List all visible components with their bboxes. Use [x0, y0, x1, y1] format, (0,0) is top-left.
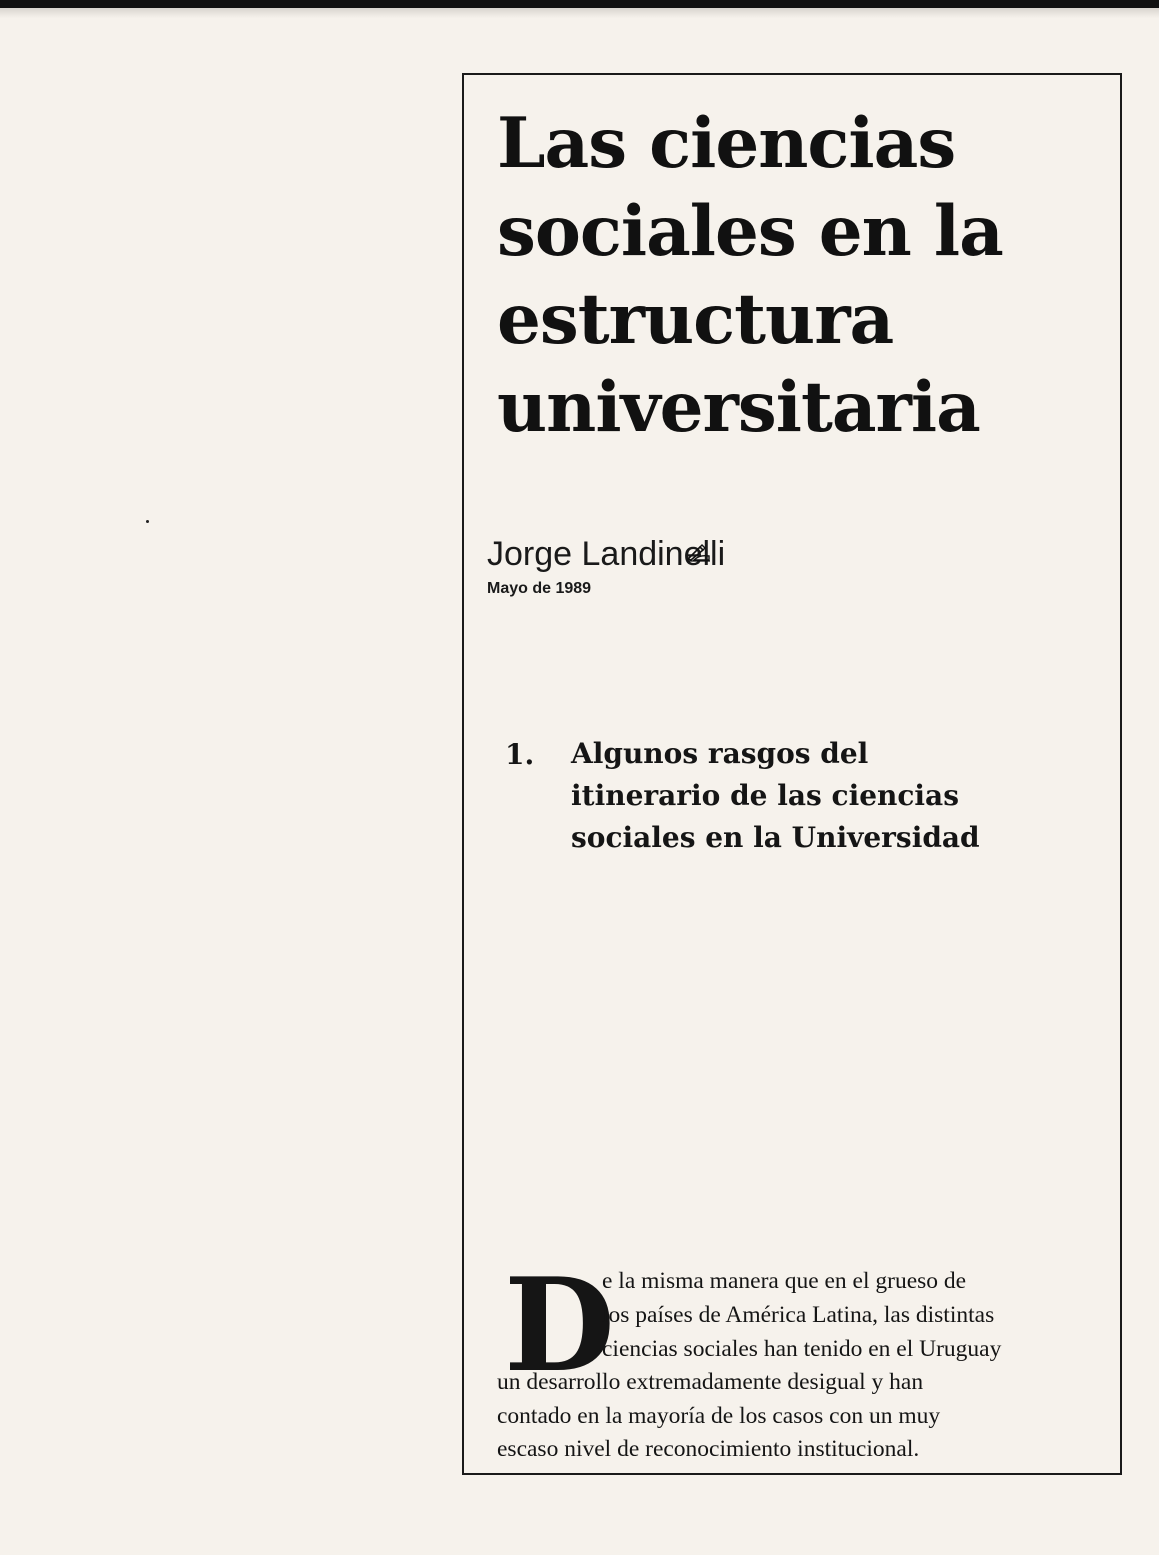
section-heading — [571, 733, 980, 859]
section-number: 1. — [505, 738, 535, 771]
title-line: Las ciencias — [497, 103, 956, 184]
article-title — [497, 100, 1003, 452]
lead-paragraph-line: ciencias sociales han tenido en el Uruguay — [602, 1336, 1002, 1362]
lead-paragraph-line: e la misma manera que en el grueso de — [602, 1268, 967, 1294]
title-line: universitaria — [497, 367, 980, 448]
title-line: sociales en la — [497, 191, 1003, 272]
stray-dot — [146, 520, 149, 523]
page-top-shadow — [0, 8, 1159, 18]
author-name: Jorge Landinelli — [487, 535, 726, 573]
title-line: estructura — [497, 279, 894, 360]
section-heading-line: Algunos rasgos del — [571, 737, 869, 770]
section-heading-line: sociales en la Universidad — [571, 821, 980, 854]
pen-hand-icon — [686, 542, 712, 562]
section-heading-line: itinerario de las ciencias — [571, 779, 959, 812]
lead-paragraph-line: un desarrollo extremadamente desigual y han — [497, 1369, 924, 1395]
lead-paragraph-line: escaso nivel de reconocimiento institucional. — [497, 1436, 920, 1462]
lead-paragraph-line: los países de América Latina, las distintas — [602, 1302, 995, 1328]
drop-cap: D — [504, 1251, 615, 1401]
page-top-edge — [0, 0, 1159, 8]
publication-date: Mayo de 1989 — [487, 580, 592, 597]
lead-paragraph-line: contado en la mayoría de los casos con un muy — [497, 1403, 941, 1429]
